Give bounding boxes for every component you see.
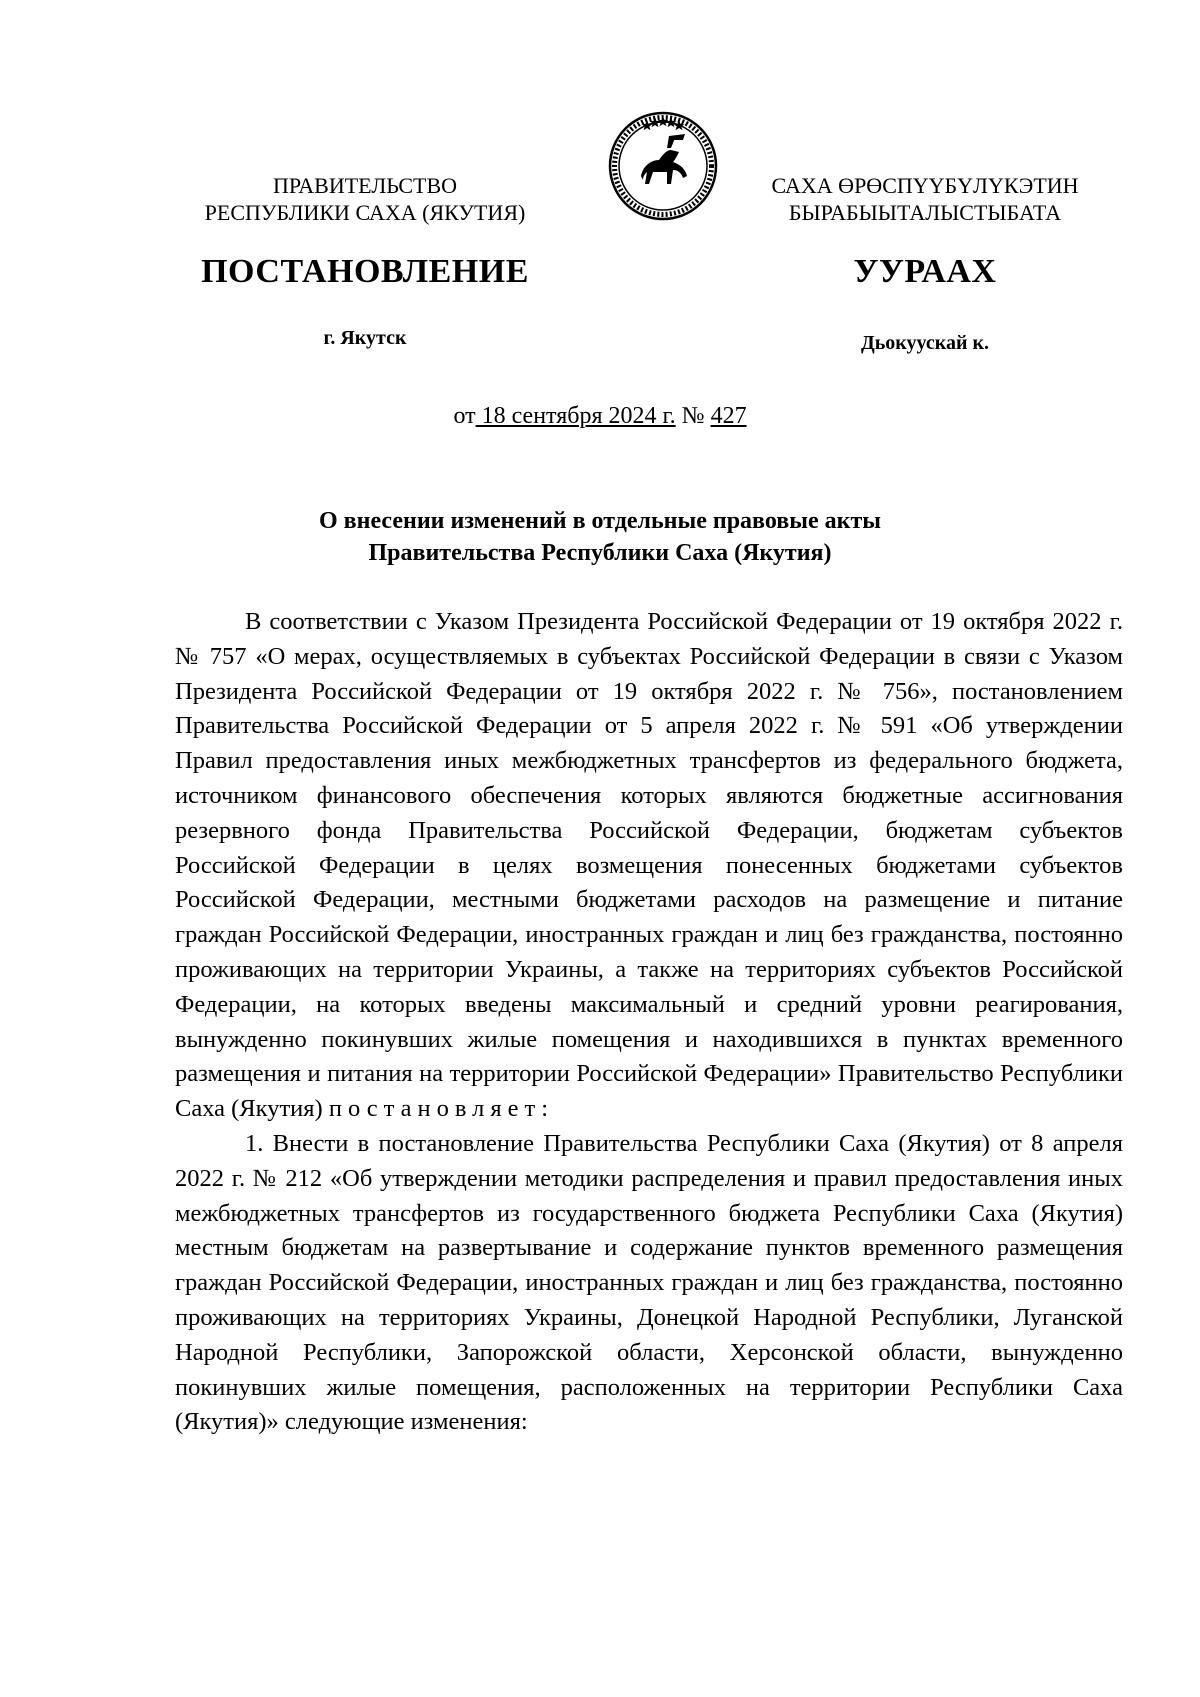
preamble-text: В соответствии с Указом Президента Российской Федерации от 19 октября 2022 г. № 757 «О мерах, осуществляемых в субъектах Российской Федерации в связи с Указом Президента Российской Федерации от 19 октября 2022 г. № 756», постановлением Правительства Российской Федерации от 5 апреля 2022 г. № 591 «Об утверждении Правил предоставления иных межбюджетных трансфертов из федерального бюджета, источником финансового обеспечения которых являются бюджетные ассигнования резервного фонда Правительства Российской Федерации, бюджетам субъектов Российской Федерации в целях возмещения понесенных бюджетами субъектов Российской Федерации, местными бюджетами расходов на размещение и питание граждан Российской Федерации, иностранных граждан и лиц без гражданства, постоянно проживающих на территории Украины, а также на территориях субъектов Российской Федерации, на которых введены максимальный и средний уровни реагирования, вынужденно покинувших жилые помещения и находившихся в пунктах временного размещения и питания на территории Российской Федерации» Правительство Республики Саха (Якутия) xyxy=(175,608,1123,1123)
number-sign: № xyxy=(675,403,711,429)
resolves-word: постановляет: xyxy=(328,1095,555,1123)
city-sakha: Дьокуускай к. xyxy=(860,332,990,354)
date-prefix: от xyxy=(453,403,476,429)
city-russian: г. Якутск xyxy=(323,327,407,349)
document-date: 18 сентября 2024 г. xyxy=(475,403,676,429)
document-title-line2: Правительства Республики Саха (Якутия) xyxy=(368,540,832,566)
document-title xyxy=(200,505,1000,569)
clause-1-paragraph: 1. Внести в постановление Правительства Республики Саха (Якутия) от 8 апреля 2022 г. № 212 «Об утверждении методики распределения и правил предоставления иных межбюджетных трансфертов из государственного бюджета Республики Саха (Якутия) местным бюджетам на развертывание и содержание пунктов временного размещения граждан Российской Федерации, иностранных граждан и лиц без гражданства, постоянно проживающих на территориях Украины, Донецкой Народной Республики, Луганской Народной Республики, Запорожской области, Херсонской области, вынужденно покинувших жилые помещения, расположенных на территории Республики Саха (Якутия)» следующие изменения: xyxy=(175,1129,1123,1436)
document-body xyxy=(175,605,1123,1440)
issuer-russian-line2: РЕСПУБЛИКИ САХА (ЯКУТИЯ) xyxy=(204,200,526,225)
issuer-russian xyxy=(180,172,550,226)
document-date-line xyxy=(0,403,1200,430)
preamble-paragraph xyxy=(175,605,1123,1127)
issuer-sakha-line1: САХА ӨРӨСПҮҮБҮЛҮКЭТИН xyxy=(771,173,1079,198)
document-title-line1: О внесении изменений в отдельные правовые акты xyxy=(319,508,881,534)
document-type-russian: ПОСТАНОВЛЕНИЕ xyxy=(201,253,529,290)
document-number: 427 xyxy=(710,403,747,429)
issuer-russian-line1: ПРАВИТЕЛЬСТВО xyxy=(272,173,458,198)
document-type-sakha: УУРААХ xyxy=(853,253,997,290)
sakha-coat-of-arms-icon xyxy=(607,110,719,222)
issuer-sakha-line2: БЫРАБЫЫТАЛЫСТЫБАТА xyxy=(788,200,1062,225)
issuer-sakha xyxy=(740,172,1110,226)
